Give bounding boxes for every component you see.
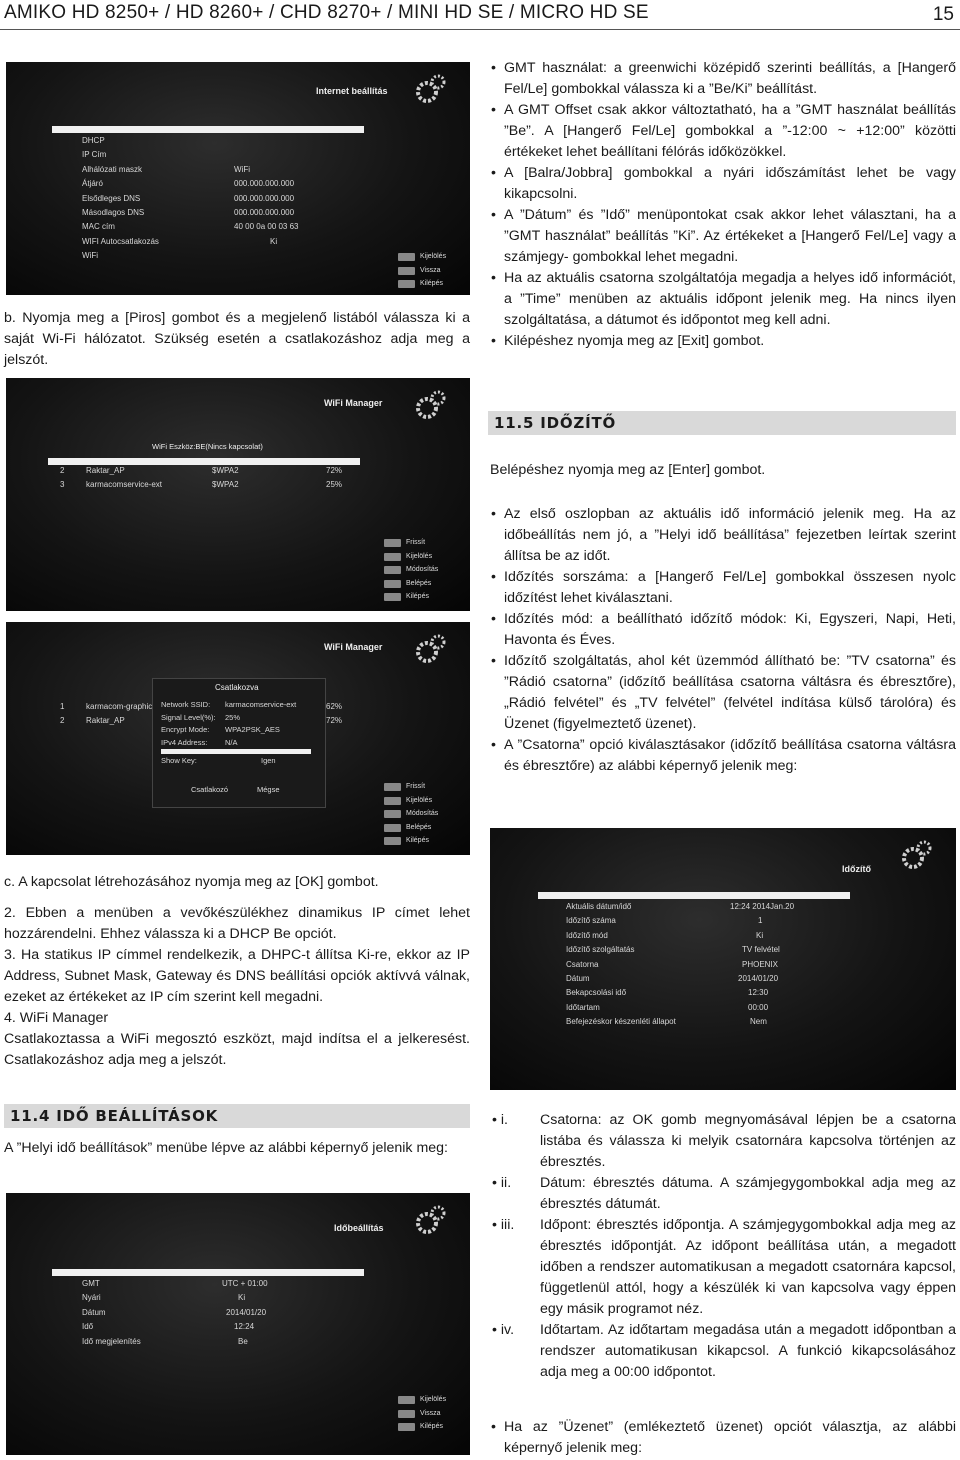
setting-value: WiFi <box>234 164 250 174</box>
setting-label: Idő megjelenítés <box>82 1336 141 1346</box>
setting-value: Nem <box>750 1017 767 1027</box>
setting-label: Másodlagos DNS <box>82 207 145 217</box>
setting-label: Elsődleges DNS <box>82 193 141 203</box>
screenshot-wifi-manager-list <box>6 378 470 611</box>
key-icon <box>384 539 401 547</box>
setting-value: TV felvétel <box>742 945 780 955</box>
section-title: 11.4 IDŐ BEÁLLÍTÁSOK <box>10 1107 219 1125</box>
network-name: Raktar_AP <box>86 716 125 726</box>
setting-value: 2014/01/20 <box>738 973 779 983</box>
connect-button[interactable]: Csatlakozó <box>191 785 229 794</box>
screen-title: WiFi Manager <box>324 642 383 652</box>
section-title: 11.5 IDŐZÍTŐ <box>494 414 617 432</box>
network-number: 1 <box>60 702 65 711</box>
network-name: Raktar_AP <box>86 466 125 475</box>
roman-text: Dátum: ébresztés dátuma. A számjegygombokkal adja meg az ébresztés dátumát. <box>540 1175 956 1212</box>
key-icon <box>384 553 401 561</box>
setting-label: IP Cím <box>82 150 107 160</box>
field-value: WPA2PSK_AES <box>225 725 280 734</box>
legend-label: Frissít <box>406 783 426 790</box>
network-signal: 62% <box>326 702 343 711</box>
screen-title: WiFi Manager <box>324 398 383 408</box>
setting-value: 000.000.000.000 <box>234 179 295 189</box>
setting-label: Nyári <box>82 1293 101 1303</box>
section-11-5-header <box>488 411 956 435</box>
network-name: karmacomservice-ext <box>86 480 163 490</box>
device-status: WiFi Eszköz:BE(Nincs kapcsolat) <box>152 442 263 451</box>
last-bullet-block <box>488 1417 956 1459</box>
item-2: 2. Ebben a menüben a vevőkészülékhez dinamikus IP címet lehet hozzárendelni. Ehhez válassza ki a DHCP Be opciót. <box>4 905 470 942</box>
timer-settings-list <box>566 900 866 1030</box>
setting-label: Átjáró <box>82 179 103 189</box>
bullet-item: • A GMT Offset csak akkor változtatható, ha a ”GMT használat beállítás ”Be”. A [Hangerő Fel/Le] gombokkal a ”-12:00 ~ +12:00” közötti értékeket lehet beállítani félórás időközökkel. <box>488 100 956 163</box>
setting-label: Csatorna <box>566 959 599 969</box>
network-number: 2 <box>60 716 65 726</box>
key-icon <box>384 810 401 818</box>
page-header <box>0 0 960 30</box>
setting-value: Ki <box>756 930 764 940</box>
bullet-item: • Ha az aktuális csatorna szolgáltatója megadja a helyes idő információt, a ”Time” menüben az aktuális időpont jelenik meg. Ha nincs ilyen szolgáltatása, a dátumot és időpontot meg kell adni. <box>488 268 956 331</box>
setting-label: Időzítő mód <box>566 930 608 940</box>
field-value: 25% <box>225 712 241 722</box>
legend-label: Vissza <box>420 266 441 274</box>
setting-label: MAC cím <box>82 222 115 232</box>
key-icon <box>384 797 401 805</box>
screenshot-timer <box>490 828 956 1090</box>
bullet-item: • Időzítés mód: a beállítható időzítő módok: Ki, Egyszeri, Napi, Heti, Havonta és Éves. <box>488 609 956 651</box>
setting-label: Alhálózati maszk <box>82 164 143 174</box>
legend-label: Frissít <box>406 539 426 546</box>
legend <box>384 780 438 848</box>
legend-label: Kilépés <box>420 1423 443 1430</box>
connect-dialog <box>152 678 326 808</box>
section-11-5-text: Belépéshez nyomja meg az [Enter] gombot. <box>490 462 766 478</box>
legend <box>384 536 438 604</box>
item-3: 3. Ha statikus IP címmel rendelkezik, a DHPC-t állítsa Ki-re, ekkor az IP Address, Subnet Mask, Gateway és DNS beállítási opciók aktívvá válnak, ezeket az értékeket az IP cím szerint kell megadni. <box>4 947 470 1005</box>
bullet-item: • Kilépéshez nyomja meg az [Exit] gombot. <box>488 331 956 352</box>
legend-label: Módosítás <box>406 566 439 573</box>
bullet-item: • A [Balra/Jobbra] gombokkal a nyári időszámítást lehet be vagy kikapcsolni. <box>488 163 956 205</box>
roman-list <box>492 1110 956 1383</box>
selection-bar <box>52 126 364 133</box>
roman-item <box>492 1215 956 1320</box>
legend-label: Belépés <box>406 579 432 587</box>
field-value: Igen <box>261 756 276 765</box>
setting-value: UTC + 01:00 <box>222 1279 268 1288</box>
key-icon <box>384 837 401 845</box>
cancel-button[interactable]: Mégse <box>257 785 280 794</box>
key-icon <box>384 580 401 588</box>
document-title: AMIKO HD 8250+ / HD 8260+ / CHD 8270+ / MINI HD SE / MICRO HD SE <box>4 2 649 23</box>
screenshot-internet-settings <box>6 62 470 295</box>
network-number: 3 <box>60 480 65 490</box>
gear-icon <box>900 838 934 872</box>
roman-text: Csatorna: az OK gomb megnyomásával lépjen be a csatorna listába és válassza ki melyik csatornára kapcsolva történjen az ébresztés. <box>540 1112 956 1170</box>
setting-label: Aktuális dátum/idő <box>566 902 632 911</box>
right-bullets-top <box>488 58 956 352</box>
roman-item <box>492 1173 956 1215</box>
gear-icon <box>414 388 448 422</box>
network-list <box>60 464 360 493</box>
field-label: Show Key: <box>161 756 197 765</box>
setting-label: Dátum <box>566 973 590 983</box>
setting-label: Időzítő száma <box>566 916 616 926</box>
caption-b: b. Nyomja meg a [Piros] gombot és a megjelenő listából válassza ki a saját Wi-Fi hálózatot. Szükség esetén a csatlakozáshoz adja meg a jelszót. <box>4 310 470 368</box>
legend-label: Kilépés <box>420 280 443 287</box>
selection-bar <box>538 892 850 899</box>
screen-title: Internet beállítás <box>316 86 388 96</box>
roman-item <box>492 1320 956 1383</box>
network-signal: 72% <box>326 466 343 475</box>
network-encryption: $WPA2 <box>212 480 239 490</box>
key-icon <box>398 280 415 288</box>
settings-list <box>82 134 382 264</box>
network-row[interactable] <box>60 478 360 492</box>
left-body-text <box>4 872 470 1071</box>
key-icon <box>384 783 401 791</box>
field-label: Encrypt Mode: <box>161 725 210 734</box>
setting-value: 000.000.000.000 <box>234 193 295 203</box>
screenshot-time-settings <box>6 1193 470 1455</box>
legend-label: Módosítás <box>406 810 439 817</box>
network-signal: 25% <box>326 480 343 490</box>
setting-label: WiFi <box>82 251 98 261</box>
key-icon <box>398 253 415 261</box>
bullet-item: • A ”Dátum” és ”Idő” menüpontokat csak akkor lehet választani, ha a ”GMT használat” beállítás ”Ki”. Az értékeket a [Hangerő Fel/Le] vagy a számjegy- gombokkal lehet megadni. <box>488 205 956 268</box>
key-icon <box>384 566 401 574</box>
gear-icon <box>414 1203 448 1237</box>
screen-title: Időbeállítás <box>334 1223 384 1233</box>
dialog-title: Csatlakozva <box>215 683 259 692</box>
setting-value: 12:24 <box>234 1322 255 1332</box>
setting-value: Ki <box>238 1293 246 1303</box>
setting-label: Bekapcsolási idő <box>566 988 627 998</box>
roman-marker: • iii. <box>492 1217 515 1233</box>
field-label: IPv4 Address: <box>161 737 208 747</box>
gear-icon <box>414 632 448 666</box>
setting-value: 1 <box>758 916 763 926</box>
gear-icon <box>414 72 448 106</box>
legend-label: Kijelölés <box>420 253 447 260</box>
bullet-item: • A ”Csatorna” opció kiválasztásakor (időzítő beállítása csatorna váltásra és ébresztőre) az alábbi képernyő jelenik meg: <box>488 735 956 777</box>
section-11-4-header <box>4 1104 470 1128</box>
bullet-item: • Ha az ”Üzenet” (emlékeztető üzenet) opciót választja, az alábbi képernyő jelenik meg: <box>488 1417 956 1459</box>
item-4-title: 4. WiFi Manager <box>4 1010 109 1026</box>
setting-label: Időtartam <box>566 1002 600 1012</box>
roman-marker: • i. <box>492 1112 509 1128</box>
key-icon <box>384 824 401 832</box>
setting-value: Ki <box>270 236 278 246</box>
network-name: karmacom-graphic <box>86 702 153 711</box>
key-icon <box>398 1423 415 1431</box>
roman-marker: • ii. <box>492 1175 512 1191</box>
setting-value: PHOENIX <box>742 959 779 969</box>
roman-text: Időtartam. Az időtartam megadása után a megadott időpontban a rendszer automatikusan kikapcsol. A funkció kikapcsolásához adja meg a 00:00 időpontot. <box>540 1322 956 1380</box>
key-icon <box>398 1396 415 1404</box>
bullet-item: • Időzítés sorszáma: a [Hangerő Fel/Le] gombokkal összesen nyolc időzítést lehet kiválasztani. <box>488 567 956 609</box>
setting-label: GMT <box>82 1279 100 1288</box>
roman-item <box>492 1110 956 1173</box>
field-label: Network SSID: <box>161 700 211 709</box>
field-value: karmacomservice-ext <box>225 700 297 709</box>
network-signal: 72% <box>326 716 343 726</box>
setting-value: Be <box>238 1336 248 1346</box>
caption-c: c. A kapcsolat létrehozásához nyomja meg az [OK] gombot. <box>4 874 379 890</box>
network-number: 2 <box>60 466 65 475</box>
legend <box>398 1393 446 1434</box>
network-encryption: $WPA2 <box>212 466 239 475</box>
bullet-item: • Az első oszlopban az aktuális idő információ jelenik meg. Ha az időbeállítás nem jó, a ”Helyi idő beállítása” fejezetben leírtak szerint állítsa be az időt. <box>488 504 956 567</box>
header-rule <box>0 29 960 30</box>
setting-value: 40 00 0a 00 03 63 <box>234 222 299 232</box>
roman-text: Időpont: ébresztés időpontja. A számjegygombokkal adja meg az ébresztés időpontját. Az időpont beállítása után, a megadott időben a rendszer automatikusan a megadott csatornára kapcsol, függetlenül attól, hogy a készülék ki van kapcsolva vagy éppen egy másik programot néz. <box>540 1217 956 1317</box>
setting-value: 12:24 2014Jan.20 <box>730 902 795 911</box>
field-label: Signal Level(%): <box>161 712 216 722</box>
screenshot-wifi-manager-connect <box>6 622 470 855</box>
password-field[interactable] <box>161 749 311 754</box>
legend-label: Belépés <box>406 823 432 831</box>
setting-label: DHCP <box>82 136 105 145</box>
legend <box>398 250 446 291</box>
key-icon <box>384 593 401 601</box>
bullet-item: • GMT használat: a greenwichi középidő szerinti beállítás, a [Hangerő Fel/Le] gombokkal válassza ki a ”Be/Ki” beállítást. <box>488 58 956 100</box>
section-11-4-text: A ”Helyi idő beállítások” menübe lépve az alábbi képernyő jelenik meg: <box>4 1140 449 1156</box>
legend-label: Kijelölés <box>406 552 433 560</box>
setting-label: Befejezéskor készenléti állapot <box>566 1017 676 1027</box>
setting-label: WIFI Autocsatlakozás <box>82 236 159 246</box>
legend-label: Kilépés <box>406 837 429 844</box>
legend-label: Vissza <box>420 1409 441 1417</box>
network-row[interactable] <box>60 464 360 478</box>
time-settings-list <box>82 1277 382 1349</box>
setting-label: Idő <box>82 1322 94 1332</box>
setting-value: 2014/01/20 <box>226 1307 267 1317</box>
page-number: 15 <box>932 4 954 25</box>
setting-label: Dátum <box>82 1307 106 1317</box>
setting-value: 00:00 <box>748 1002 769 1012</box>
screen-title: Időzítő <box>842 864 871 874</box>
right-bullets-mid <box>488 504 956 777</box>
setting-value: 12:30 <box>748 988 769 998</box>
bullet-item: • Időzítő szolgáltatás, ahol két üzemmód állítható be: ”TV csatorna” és ”Rádió csatorna” (időzítő beállítása csatorna váltásra és ébresztőre), „Rádió felvétel” és „TV felvétel” (felvétel indítása külső tárolóra) és Üzenet (figyelmeztető üzenet). <box>488 651 956 735</box>
item-4-text: Csatlakoztassa a WiFi megosztó eszközt, majd indítsa el a jelkeresést. Csatlakozáshoz adja meg a jelszót. <box>4 1031 470 1068</box>
legend-label: Kijelölés <box>406 796 433 804</box>
setting-label: Időzítő szolgáltatás <box>566 945 635 955</box>
key-icon <box>398 1410 415 1418</box>
legend-label: Kijelölés <box>420 1396 447 1403</box>
roman-marker: • iv. <box>492 1322 515 1338</box>
selection-bar <box>52 1269 364 1276</box>
key-icon <box>398 267 415 275</box>
field-value: N/A <box>225 737 238 747</box>
setting-value: 000.000.000.000 <box>234 207 295 217</box>
legend-label: Kilépés <box>406 593 429 600</box>
